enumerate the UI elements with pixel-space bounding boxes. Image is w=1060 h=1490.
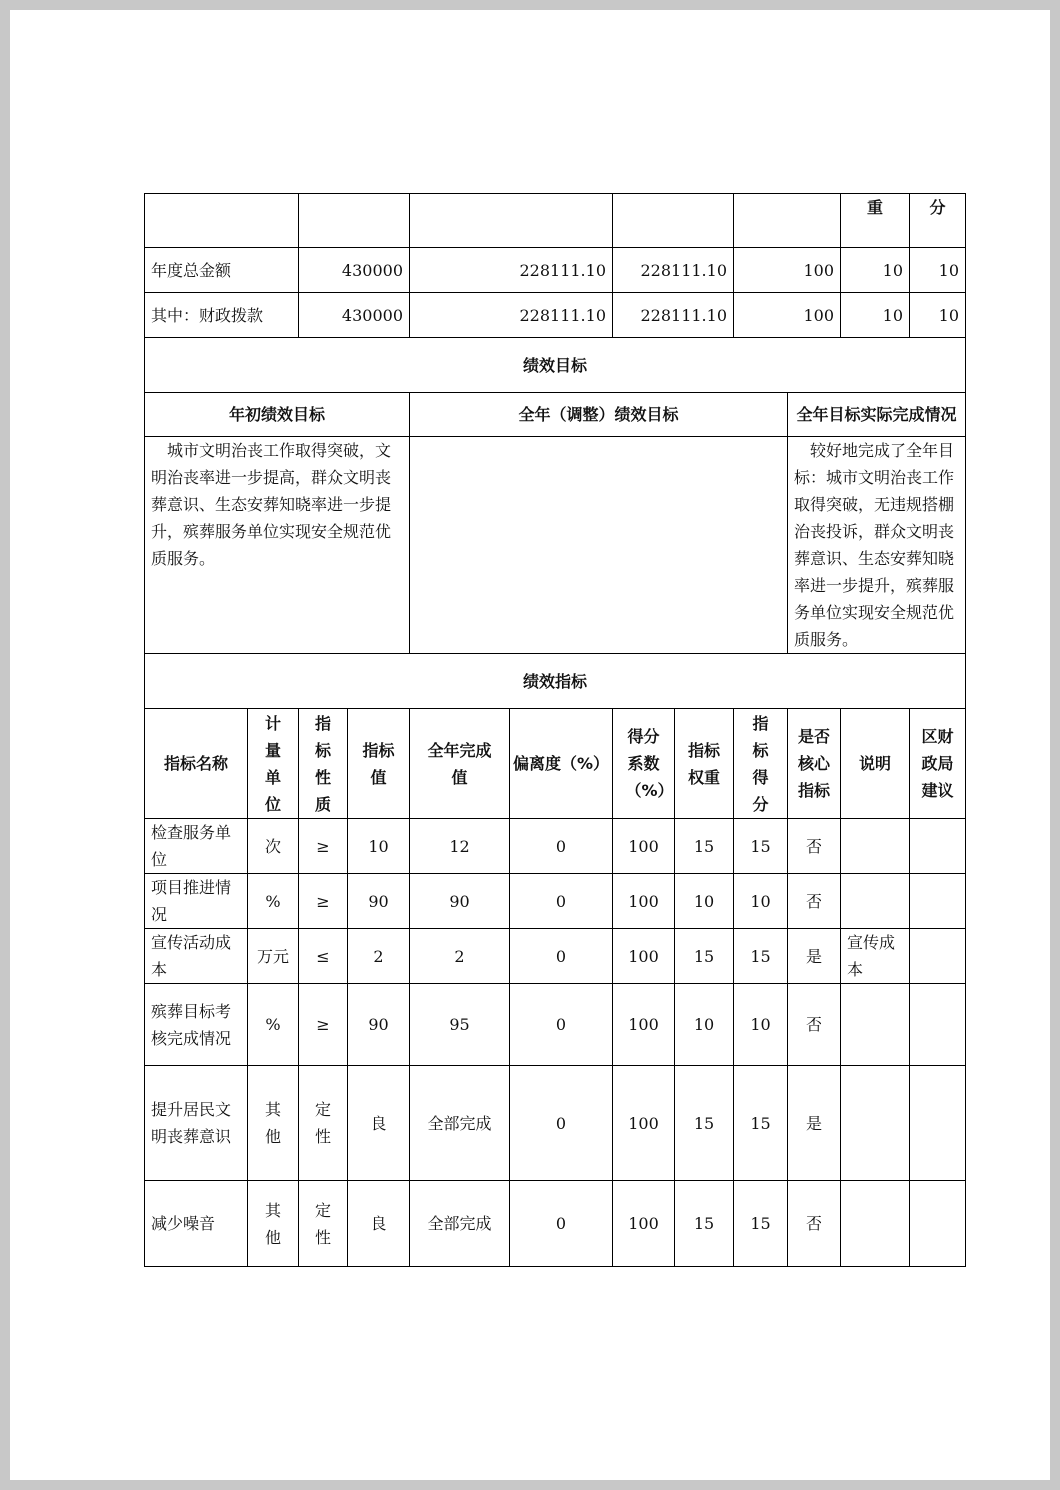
score-header: 分 — [910, 194, 966, 248]
header-value-text: 指标值 — [362, 740, 395, 787]
indicator-value: 良 — [348, 1181, 410, 1267]
indicator-name: 项目推进情况 — [145, 874, 248, 929]
indicator-advice — [910, 929, 966, 984]
indicator-note — [841, 874, 910, 929]
indicator-nature: ≤ — [299, 929, 348, 984]
indicator-score: 10 — [734, 874, 788, 929]
indicator-unit: % — [248, 874, 299, 929]
budget-header-cell — [145, 194, 299, 248]
budget-label: 其中：财政拨款 — [145, 293, 299, 338]
indicator-row — [145, 874, 966, 929]
goals-actual-text: 较好地完成了全年目标：城市文明治丧工作取得突破，无违规搭棚治丧投诉，群众文明丧葬意识、生态安葬知晓率进一步提升，殡葬服务单位实现安全规范优质服务。 — [788, 437, 966, 654]
budget-header-cell — [410, 194, 613, 248]
header-unit — [248, 709, 299, 819]
indicator-name: 提升居民文明丧葬意识 — [145, 1066, 248, 1181]
budget-initial: 430000 — [299, 293, 410, 338]
header-deviation: 偏离度（%） — [510, 709, 613, 819]
indicator-actual: 全部完成 — [410, 1066, 510, 1181]
indicator-score: 15 — [734, 1181, 788, 1267]
indicator-row — [145, 1181, 966, 1267]
header-actual-text: 全年完成值 — [427, 740, 492, 787]
indicator-advice — [910, 1066, 966, 1181]
indicator-unit — [248, 1181, 299, 1267]
indicator-value: 2 — [348, 929, 410, 984]
indicator-nature: ≥ — [299, 819, 348, 874]
budget-executed: 228111.10 — [613, 248, 734, 293]
indicator-actual: 12 — [410, 819, 510, 874]
goals-col-initial: 年初绩效目标 — [145, 393, 410, 437]
budget-header-cell — [299, 194, 410, 248]
indicator-value: 10 — [348, 819, 410, 874]
header-advice-text: 区财政局建议 — [921, 727, 954, 800]
indicators-section-title: 绩效指标 — [145, 654, 966, 709]
indicator-row — [145, 819, 966, 874]
indicator-row — [145, 984, 966, 1066]
indicator-name: 检查服务单位 — [145, 819, 248, 874]
indicator-core: 否 — [788, 819, 841, 874]
indicator-deviation: 0 — [510, 984, 613, 1066]
indicator-score: 15 — [734, 819, 788, 874]
indicators-title-row — [145, 654, 966, 709]
header-nature-text: 指标性质 — [314, 713, 331, 814]
indicator-coef: 100 — [613, 984, 675, 1066]
budget-row — [145, 248, 966, 293]
budget-adjusted: 228111.10 — [410, 248, 613, 293]
goals-header-row — [145, 393, 966, 437]
goals-initial-text: 城市文明治丧工作取得突破，文明治丧率进一步提高，群众文明丧葬意识、生态安葬知晓率进一步提升，殡葬服务单位实现安全规范优质服务。 — [145, 437, 410, 654]
indicator-note — [841, 1066, 910, 1181]
indicator-core: 是 — [788, 1066, 841, 1181]
indicator-unit: 万元 — [248, 929, 299, 984]
indicator-advice — [910, 819, 966, 874]
indicator-name: 殡葬目标考核完成情况 — [145, 984, 248, 1066]
indicator-coef: 100 — [613, 929, 675, 984]
budget-label: 年度总金额 — [145, 248, 299, 293]
indicator-advice — [910, 1181, 966, 1267]
weight-header: 重 — [841, 194, 910, 248]
indicator-name: 减少噪音 — [145, 1181, 248, 1267]
budget-score: 10 — [910, 293, 966, 338]
budget-rate: 100 — [734, 248, 841, 293]
indicator-actual: 90 — [410, 874, 510, 929]
header-weight-text: 指标权重 — [687, 740, 720, 787]
indicator-note — [841, 984, 910, 1066]
indicator-nature-text: 定性 — [314, 1100, 331, 1146]
indicator-score: 15 — [734, 929, 788, 984]
goals-title-row — [145, 338, 966, 393]
goals-content-row — [145, 437, 966, 654]
header-indicator-name: 指标名称 — [145, 709, 248, 819]
goals-section-title: 绩效目标 — [145, 338, 966, 393]
indicator-score: 10 — [734, 984, 788, 1066]
indicator-unit-text: 其他 — [264, 1200, 281, 1247]
indicator-core: 否 — [788, 874, 841, 929]
indicator-note: 宣传成本 — [841, 929, 910, 984]
indicator-deviation: 0 — [510, 1066, 613, 1181]
indicator-value: 良 — [348, 1066, 410, 1181]
budget-initial: 430000 — [299, 248, 410, 293]
budget-weight: 10 — [841, 293, 910, 338]
indicator-row — [145, 1066, 966, 1181]
header-score-text: 指标得分 — [752, 713, 769, 814]
indicator-row — [145, 929, 966, 984]
indicator-note — [841, 1181, 910, 1267]
budget-weight: 10 — [841, 248, 910, 293]
header-note: 说明 — [841, 709, 910, 819]
budget-header-row — [145, 194, 966, 248]
goals-col-adjusted: 全年（调整）绩效目标 — [410, 393, 788, 437]
goals-adjusted-text — [410, 437, 788, 654]
indicator-nature — [299, 1181, 348, 1267]
budget-adjusted: 228111.10 — [410, 293, 613, 338]
indicator-coef: 100 — [613, 819, 675, 874]
indicator-deviation: 0 — [510, 874, 613, 929]
indicator-value: 90 — [348, 874, 410, 929]
indicator-actual: 全部完成 — [410, 1181, 510, 1267]
indicator-weight: 15 — [675, 819, 734, 874]
header-value — [348, 709, 410, 819]
budget-rate: 100 — [734, 293, 841, 338]
indicator-actual: 95 — [410, 984, 510, 1066]
header-nature — [299, 709, 348, 819]
indicator-weight: 15 — [675, 1181, 734, 1267]
budget-header-cell — [734, 194, 841, 248]
indicator-weight: 10 — [675, 984, 734, 1066]
indicator-name: 宣传活动成本 — [145, 929, 248, 984]
indicator-nature: ≥ — [299, 984, 348, 1066]
goals-col-actual: 全年目标实际完成情况 — [788, 393, 966, 437]
indicator-coef: 100 — [613, 874, 675, 929]
budget-executed: 228111.10 — [613, 293, 734, 338]
indicator-unit-text: 其他 — [264, 1100, 281, 1146]
indicator-coef: 100 — [613, 1066, 675, 1181]
header-actual — [410, 709, 510, 819]
indicator-unit: % — [248, 984, 299, 1066]
indicator-advice — [910, 874, 966, 929]
indicator-weight: 15 — [675, 929, 734, 984]
indicator-weight: 15 — [675, 1066, 734, 1181]
indicator-advice — [910, 984, 966, 1066]
indicator-coef: 100 — [613, 1181, 675, 1267]
indicators-header-row — [145, 709, 966, 819]
indicator-unit: 次 — [248, 819, 299, 874]
indicator-deviation: 0 — [510, 819, 613, 874]
indicator-nature-text: 定性 — [314, 1200, 331, 1247]
header-weight — [675, 709, 734, 819]
header-core-text: 是否核心指标 — [797, 727, 830, 800]
indicator-value: 90 — [348, 984, 410, 1066]
header-score — [734, 709, 788, 819]
header-core — [788, 709, 841, 819]
indicator-score: 15 — [734, 1066, 788, 1181]
header-advice — [910, 709, 966, 819]
budget-score: 10 — [910, 248, 966, 293]
header-coef — [613, 709, 675, 819]
indicator-deviation: 0 — [510, 929, 613, 984]
indicator-nature — [299, 1066, 348, 1181]
indicator-nature: ≥ — [299, 874, 348, 929]
indicator-actual: 2 — [410, 929, 510, 984]
indicator-core: 是 — [788, 929, 841, 984]
indicator-note — [841, 819, 910, 874]
indicator-core: 否 — [788, 1181, 841, 1267]
indicator-core: 否 — [788, 984, 841, 1066]
header-unit-text: 计量单位 — [264, 713, 281, 814]
indicator-deviation: 0 — [510, 1181, 613, 1267]
performance-table — [144, 193, 966, 1267]
budget-header-cell — [613, 194, 734, 248]
header-coef-text: 得分系数（%） — [625, 727, 674, 800]
indicator-weight: 10 — [675, 874, 734, 929]
budget-row — [145, 293, 966, 338]
indicator-unit — [248, 1066, 299, 1181]
